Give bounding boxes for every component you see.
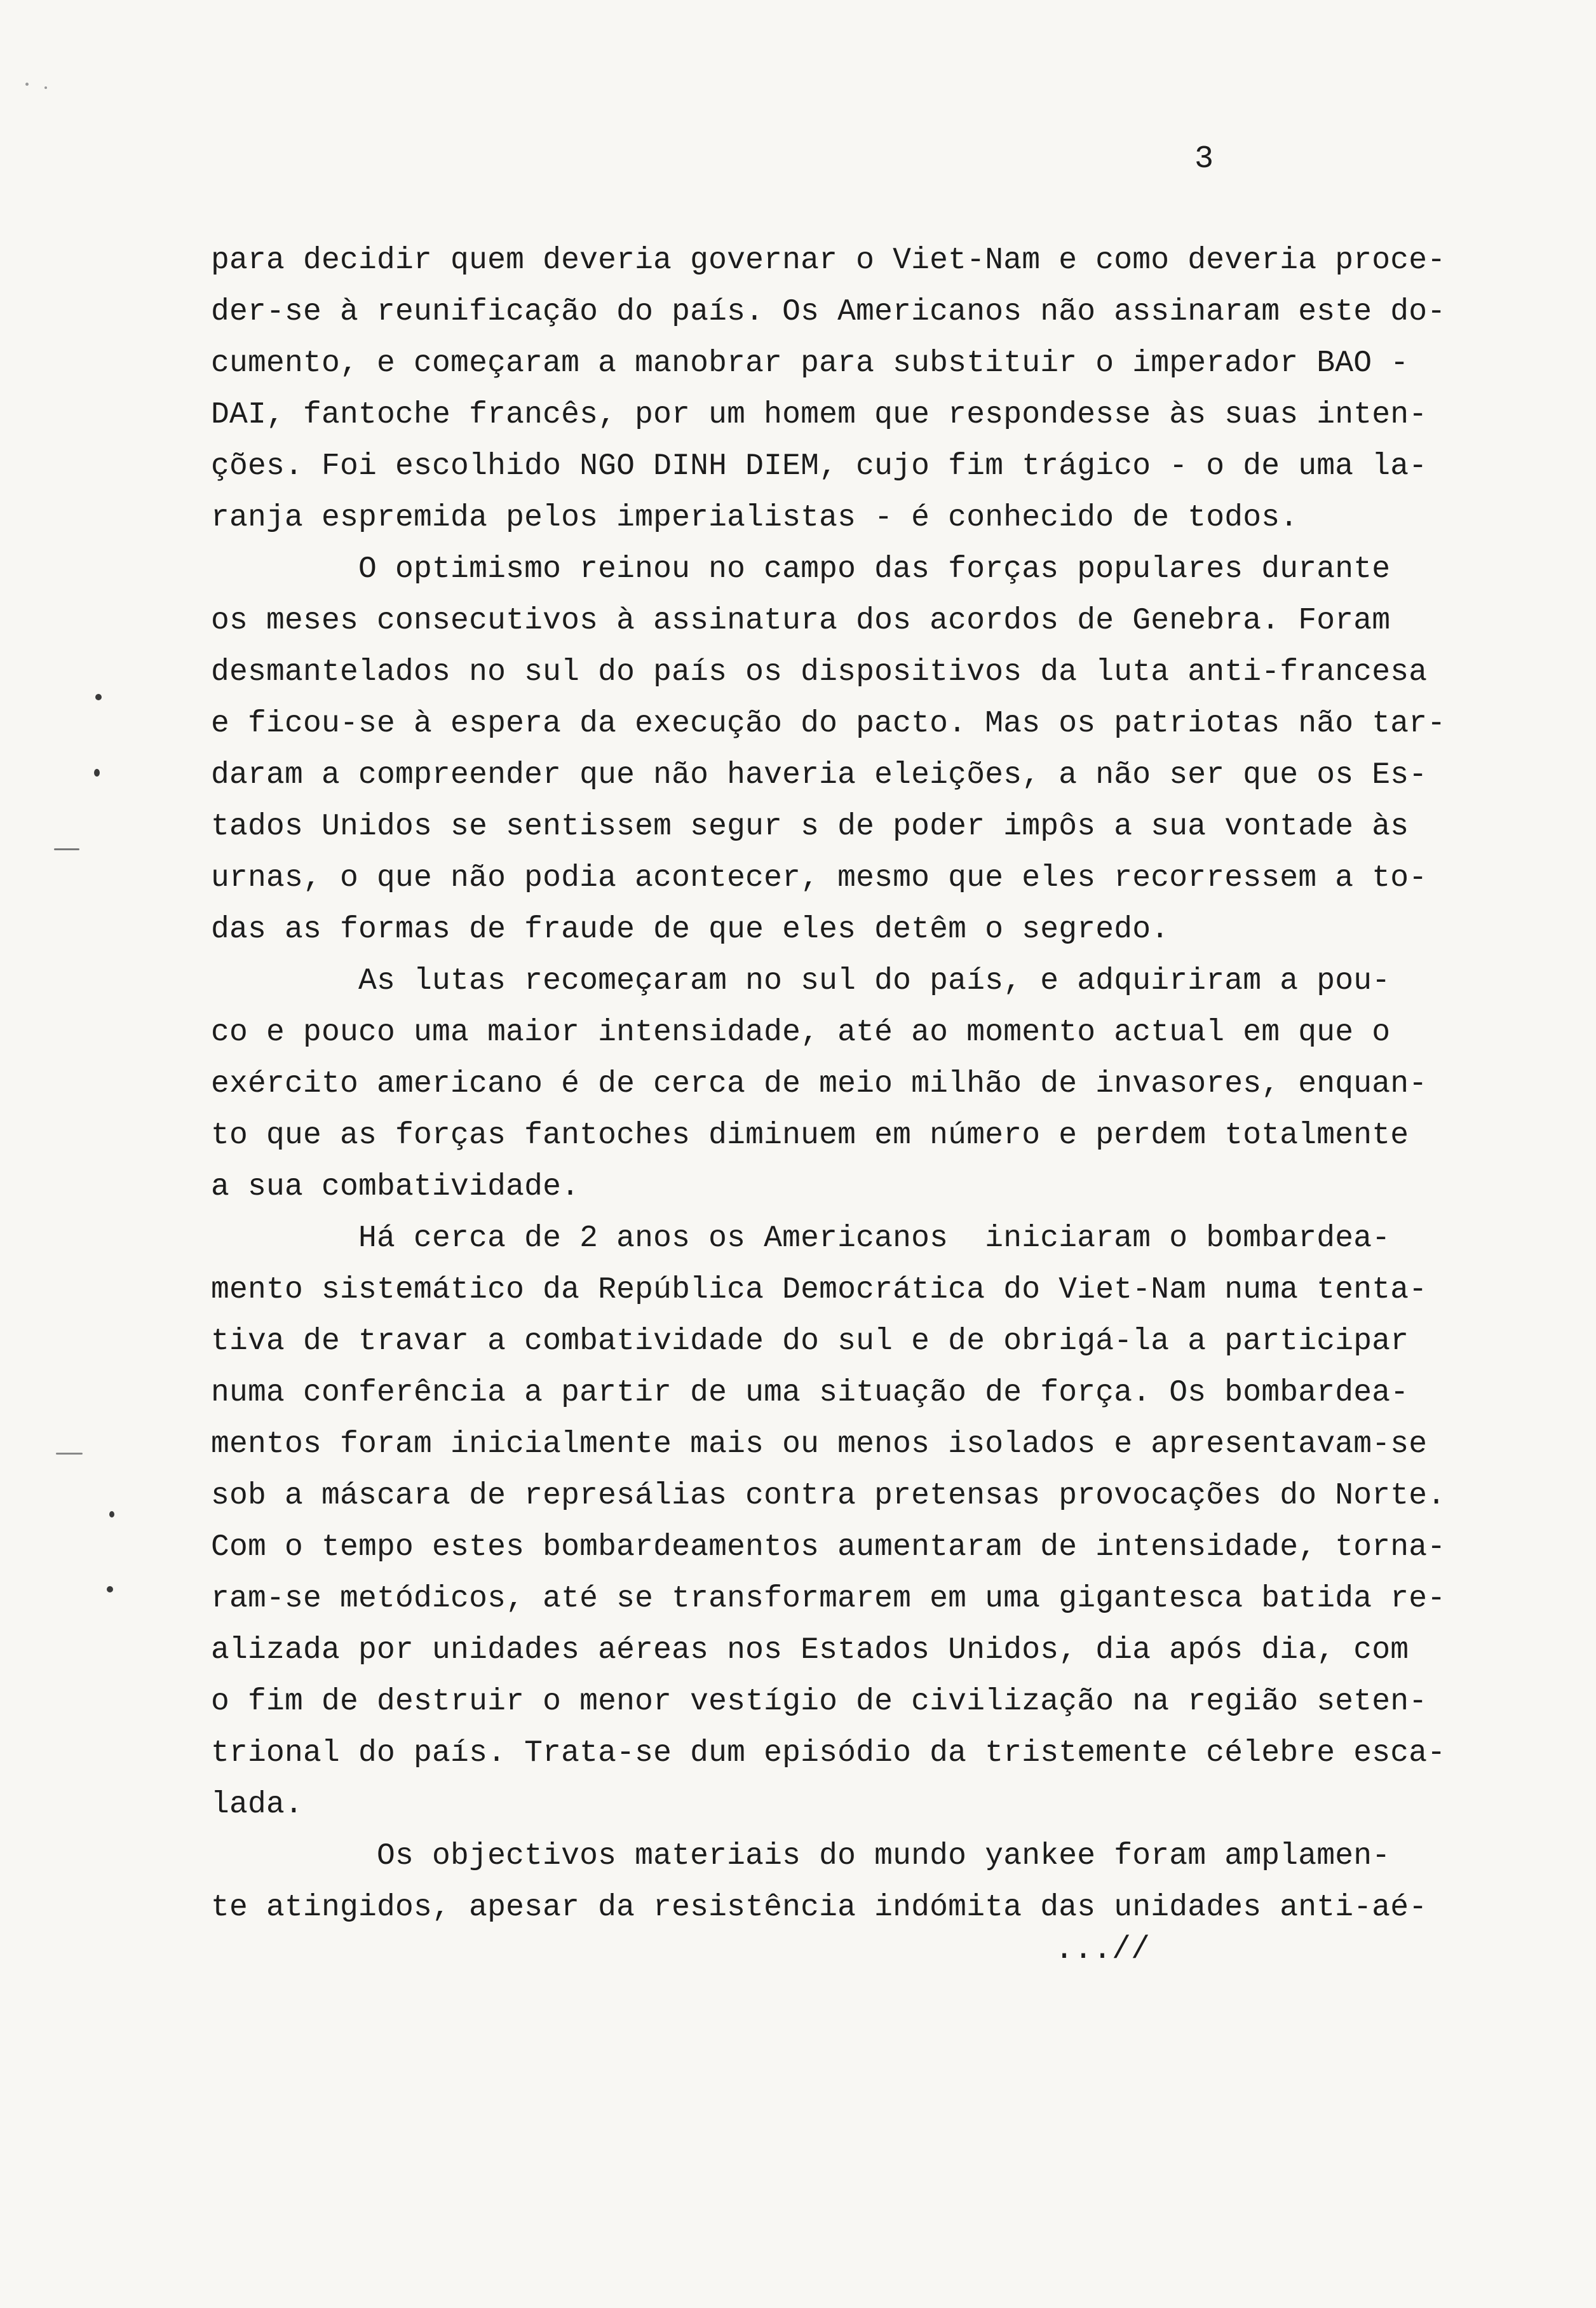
text-line: mento sistemático da República Democrática do Viet-Nam numa tenta- (211, 1273, 1428, 1307)
scan-speck (95, 694, 102, 700)
text-line: para decidir quem deveria governar o Viet-Nam e como deveria proce- (211, 243, 1446, 278)
text-line: ram-se metódicos, até se transformarem em uma gigantesca batida re- (211, 1582, 1446, 1616)
text-line: os meses consecutivos à assinatura dos acordos de Genebra. Foram (211, 604, 1391, 638)
body-text (211, 235, 1475, 1934)
text-line: desmantelados no sul do país os dispositivos da luta anti-francesa (211, 655, 1428, 689)
text-line: co e pouco uma maior intensidade, até ao momento actual em que o (211, 1015, 1391, 1050)
scan-speck (44, 86, 47, 89)
text-line: te atingidos, apesar da resistência indómita das unidades anti-aé- (211, 1891, 1428, 1925)
scan-speck (109, 1511, 114, 1517)
text-line: mentos foram inicialmente mais ou menos isolados e apresentavam-se (211, 1427, 1428, 1462)
text-line: urnas, o que não podia acontecer, mesmo que eles recorressem a to- (211, 861, 1428, 895)
text-line: numa conferência a partir de uma situação de força. Os bombardea- (211, 1376, 1409, 1410)
text-line: As lutas recomeçaram no sul do país, e adquiriram a pou- (211, 964, 1391, 998)
text-line: alizada por unidades aéreas nos Estados Unidos, dia após dia, com (211, 1633, 1409, 1667)
text-line: trional do país. Trata-se dum episódio da tristemente célebre esca- (211, 1736, 1446, 1770)
text-line: das as formas de fraude de que eles detêm o segredo. (211, 913, 1170, 947)
continuation-mark: ...// (1055, 1932, 1151, 1968)
scan-speck (54, 848, 79, 850)
text-line: e ficou-se à espera da execução do pacto. Mas os patriotas não tar- (211, 707, 1446, 741)
text-line: DAI, fantoche francês, por um homem que respondesse às suas inten- (211, 398, 1428, 432)
scan-speck (107, 1586, 113, 1592)
text-line: daram a compreender que não haveria eleições, a não ser que os Es- (211, 758, 1428, 792)
scan-speck (94, 769, 100, 777)
text-line: a sua combatividade. (211, 1170, 580, 1204)
text-line: exército americano é de cerca de meio milhão de invasores, enquan- (211, 1067, 1428, 1101)
text-line: to que as forças fantoches diminuem em número e perdem totalmente (211, 1118, 1409, 1153)
text-line: Há cerca de 2 anos os Americanos iniciaram o bombardea- (211, 1221, 1391, 1256)
text-line: O optimismo reinou no campo das forças populares durante (211, 552, 1391, 587)
scan-speck (56, 1453, 83, 1455)
scan-speck (25, 83, 29, 86)
text-line: cumento, e começaram a manobrar para substituir o imperador BAO - (211, 346, 1409, 381)
text-line: ranja espremida pelos imperialistas - é conhecido de todos. (211, 501, 1299, 535)
text-line: ções. Foi escolhido NGO DINH DIEM, cujo fim trágico - o de uma la- (211, 449, 1428, 484)
text-line: der-se à reunificação do país. Os Americanos não assinaram este do- (211, 295, 1446, 329)
text-line: Com o tempo estes bombardeamentos aumentaram de intensidade, torna- (211, 1530, 1446, 1565)
text-line: tiva de travar a combatividade do sul e de obrigá-la a participar (211, 1324, 1409, 1359)
text-line: o fim de destruir o menor vestígio de civilização na região seten- (211, 1685, 1428, 1719)
text-line: sob a máscara de represálias contra pretensas provocações do Norte. (211, 1479, 1446, 1513)
page-number: 3 (1194, 141, 1214, 177)
text-line: Os objectivos materiais do mundo yankee foram amplamen- (211, 1839, 1391, 1873)
text-line: lada. (211, 1788, 304, 1822)
text-line: tados Unidos se sentissem segur s de poder impôs a sua vontade às (211, 810, 1409, 844)
